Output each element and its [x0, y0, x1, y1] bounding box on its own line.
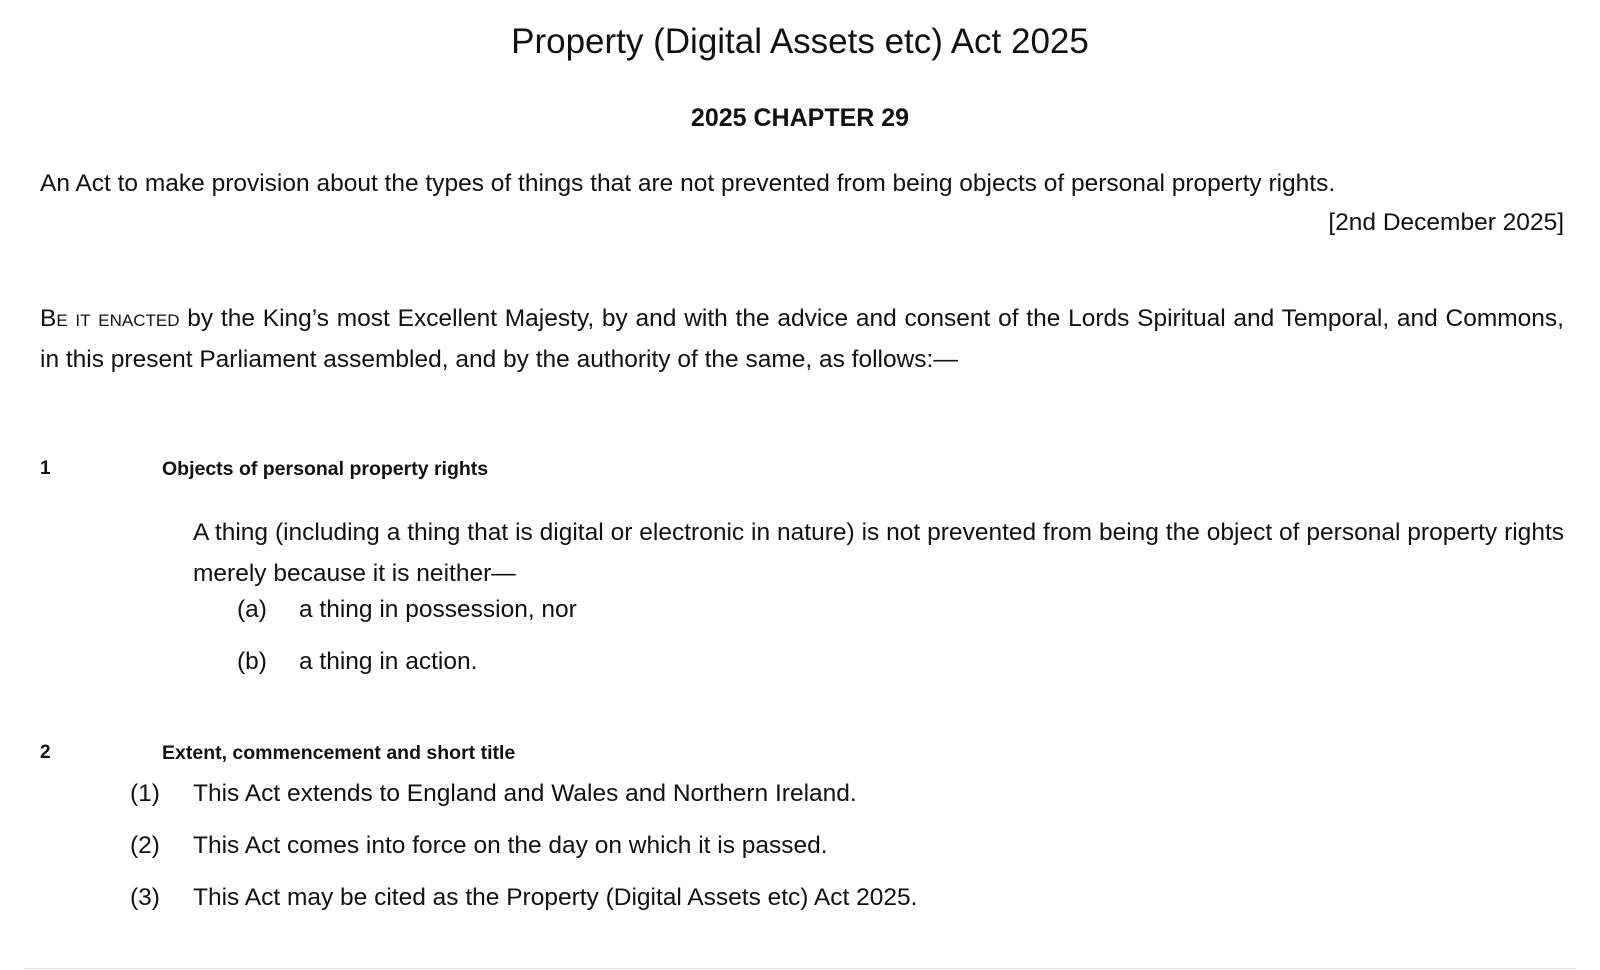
- paragraph-text: a thing in action.: [299, 648, 478, 675]
- subsection-label: (2): [130, 832, 160, 859]
- paragraph-item: [237, 594, 1437, 626]
- date-of-assent: [2nd December 2025]: [1328, 209, 1564, 236]
- chapter-number: 2025 CHAPTER 29: [690, 104, 910, 132]
- enacting-formula: [40, 298, 1564, 380]
- section-heading: Extent, commencement and short title: [162, 742, 516, 764]
- paragraph-item: [237, 646, 1437, 678]
- paragraph-label: (a): [237, 596, 267, 623]
- subsection-text: This Act may be cited as the Property (Digital Assets etc) Act 2025.: [193, 884, 918, 911]
- subsection-item: [130, 778, 1430, 810]
- enacting-formula-lead: Be it enacted: [40, 305, 180, 332]
- section-heading: Objects of personal property rights: [162, 458, 489, 480]
- subsection-text: This Act comes into force on the day on which it is passed.: [193, 832, 828, 859]
- subsection-label: (3): [130, 884, 160, 911]
- section-text: A thing (including a thing that is digital or electronic in nature) is not prevented from being the object of personal property rights merely because it is neither—: [193, 519, 1564, 587]
- long-title: An Act to make provision about the types of things that are not prevented from being objects of personal property rights.: [40, 170, 1336, 197]
- paragraph-label: (b): [237, 648, 267, 675]
- bottom-divider: [24, 968, 1576, 969]
- enacting-formula-text: by the King’s most Excellent Majesty, by and with the advice and consent of the Lords Spiritual and Temporal, and Commons, in this present Parliament assembled, and by the authority of the same, as follows:—: [40, 305, 1564, 373]
- subsection-label: (1): [130, 780, 160, 807]
- paragraph-text: a thing in possession, nor: [299, 596, 577, 623]
- subsection-item: [130, 830, 1430, 862]
- subsection-text: This Act extends to England and Wales and Northern Ireland.: [193, 780, 857, 807]
- section-number: 2: [40, 742, 51, 763]
- act-title: Property (Digital Assets etc) Act 2025: [511, 22, 1089, 61]
- section-number: 1: [40, 458, 51, 479]
- subsection-item: [130, 882, 1430, 914]
